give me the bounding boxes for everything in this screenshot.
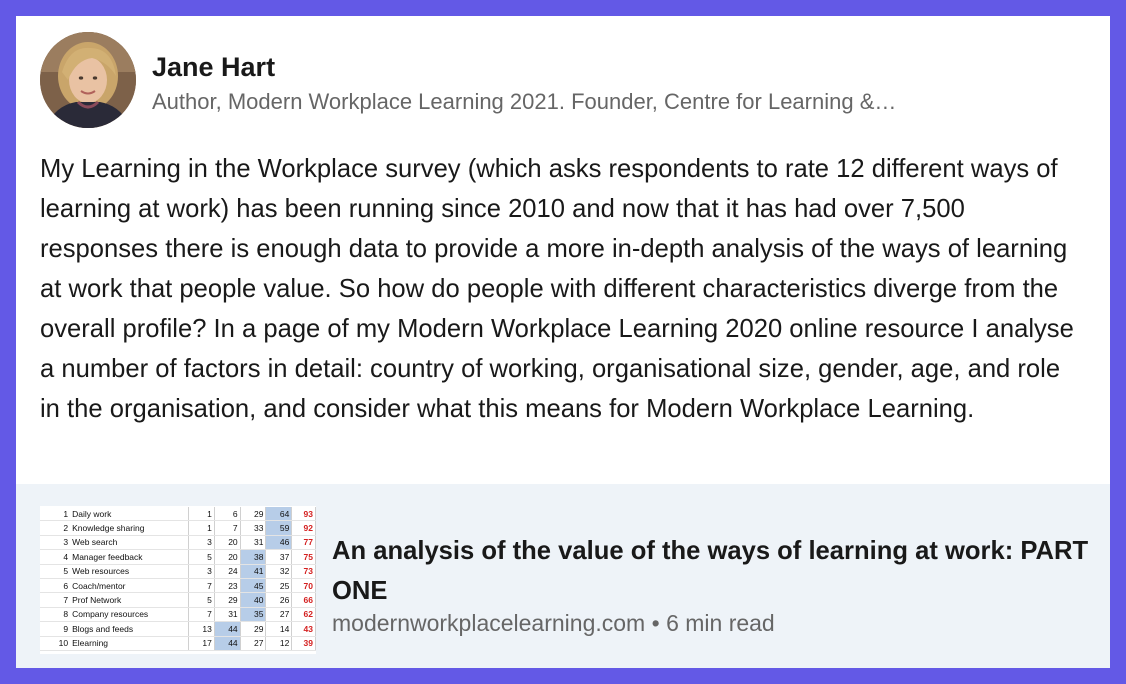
post-text: My Learning in the Workplace survey (which asks respondents to rate 12 different ways of learning at work) has been running since 2010 and now that it has had over 7,500 responses there is enough data to provide a more in-depth analysis of the ways of learning at work that people value. So how do people with different characteristics diverge from the overall profile? In a page of my Modern Workplace Learning 2020 online resource I analyse a number of factors in detail: country of working, organisational size, gender, age, and role in the organisation, and consider what this means for Modern Workplace Learning. [40,155,1074,423]
thumbnail-cell: 20 [214,550,240,564]
thumbnail-cell: 41 [240,564,266,578]
thumbnail-table-row [40,564,316,578]
thumbnail-row-index: 2 [40,521,70,535]
thumbnail-row-index: 10 [40,636,70,650]
thumbnail-cell: 75 [292,550,316,564]
thumbnail-row-index: 7 [40,593,70,607]
thumbnail-row-label: Manager feedback [70,550,188,564]
thumbnail-cell: 32 [266,564,292,578]
thumbnail-row-index: 8 [40,607,70,621]
thumbnail-row-label: Elearning [70,636,188,650]
link-preview-card[interactable] [16,484,1110,668]
thumbnail-cell: 77 [292,535,316,549]
thumbnail-cell: 6 [214,507,240,521]
thumbnail-cell: 5 [189,593,215,607]
thumbnail-row-index: 9 [40,622,70,636]
article-read-time: 6 min read [666,610,775,636]
article-title[interactable]: An analysis of the value of the ways of learning at work: PART ONE [332,537,1089,605]
author-headline: Author, Modern Workplace Learning 2021. Founder, Centre for Learning &… [152,89,897,114]
thumbnail-row-index: 3 [40,535,70,549]
thumbnail-table [40,507,316,651]
thumbnail-cell: 3 [189,535,215,549]
thumbnail-cell: 37 [266,550,292,564]
thumbnail-cell: 31 [214,607,240,621]
article-domain: modernworkplacelearning.com [332,610,646,636]
thumbnail-cell: 7 [214,521,240,535]
thumbnail-cell: 13 [189,622,215,636]
thumbnail-row-label: Web resources [70,564,188,578]
thumbnail-cell: 46 [266,535,292,549]
thumbnail-cell: 35 [240,607,266,621]
thumbnail-table-row [40,507,316,521]
thumbnail-cell: 26 [266,593,292,607]
thumbnail-row-index: 5 [40,564,70,578]
thumbnail-cell: 59 [266,521,292,535]
thumbnail-table-row [40,535,316,549]
author-name[interactable]: Jane Hart [152,52,276,82]
thumbnail-cell: 23 [214,578,240,592]
thumbnail-table-row [40,521,316,535]
thumbnail-cell: 17 [189,636,215,650]
thumbnail-cell: 20 [214,535,240,549]
thumbnail-cell: 33 [240,521,266,535]
thumbnail-table-row [40,593,316,607]
thumbnail-cell: 70 [292,578,316,592]
thumbnail-cell: 39 [292,636,316,650]
thumbnail-table-row [40,578,316,592]
thumbnail-row-label: Company resources [70,607,188,621]
thumbnail-cell: 62 [292,607,316,621]
thumbnail-cell: 29 [240,622,266,636]
thumbnail-cell: 5 [189,550,215,564]
thumbnail-cell: 44 [214,622,240,636]
author-avatar[interactable] [40,32,136,128]
thumbnail-cell: 92 [292,521,316,535]
thumbnail-row-label: Prof Network [70,593,188,607]
thumbnail-table-row [40,622,316,636]
thumbnail-cell: 44 [214,636,240,650]
thumbnail-cell: 25 [266,578,292,592]
thumbnail-cell: 38 [240,550,266,564]
thumbnail-table-row [40,550,316,564]
avatar-photo-icon [40,32,136,128]
thumbnail-row-index: 4 [40,550,70,564]
thumbnail-cell: 1 [189,507,215,521]
thumbnail-cell: 93 [292,507,316,521]
meta-separator: • [651,610,660,636]
thumbnail-cell: 43 [292,622,316,636]
thumbnail-cell: 1 [189,521,215,535]
article-meta [332,610,775,637]
thumbnail-row-label: Knowledge sharing [70,521,188,535]
thumbnail-cell: 12 [266,636,292,650]
post-card [16,16,1110,668]
thumbnail-cell: 29 [214,593,240,607]
thumbnail-cell: 27 [266,607,292,621]
thumbnail-cell: 14 [266,622,292,636]
thumbnail-cell: 66 [292,593,316,607]
thumbnail-row-label: Daily work [70,507,188,521]
thumbnail-row-label: Web search [70,535,188,549]
thumbnail-row-index: 6 [40,578,70,592]
thumbnail-row-label: Blogs and feeds [70,622,188,636]
thumbnail-cell: 40 [240,593,266,607]
thumbnail-cell: 27 [240,636,266,650]
thumbnail-row-label: Coach/mentor [70,578,188,592]
thumbnail-table-row [40,607,316,621]
thumbnail-cell: 24 [214,564,240,578]
thumbnail-table-row [40,636,316,650]
thumbnail-cell: 7 [189,607,215,621]
thumbnail-cell: 3 [189,564,215,578]
thumbnail-row-index: 1 [40,507,70,521]
thumbnail-cell: 31 [240,535,266,549]
thumbnail-cell: 73 [292,564,316,578]
thumbnail-cell: 45 [240,578,266,592]
thumbnail-cell: 64 [266,507,292,521]
post-header [40,32,1100,128]
thumbnail-cell: 7 [189,578,215,592]
article-thumbnail[interactable] [40,506,316,654]
thumbnail-cell: 29 [240,507,266,521]
